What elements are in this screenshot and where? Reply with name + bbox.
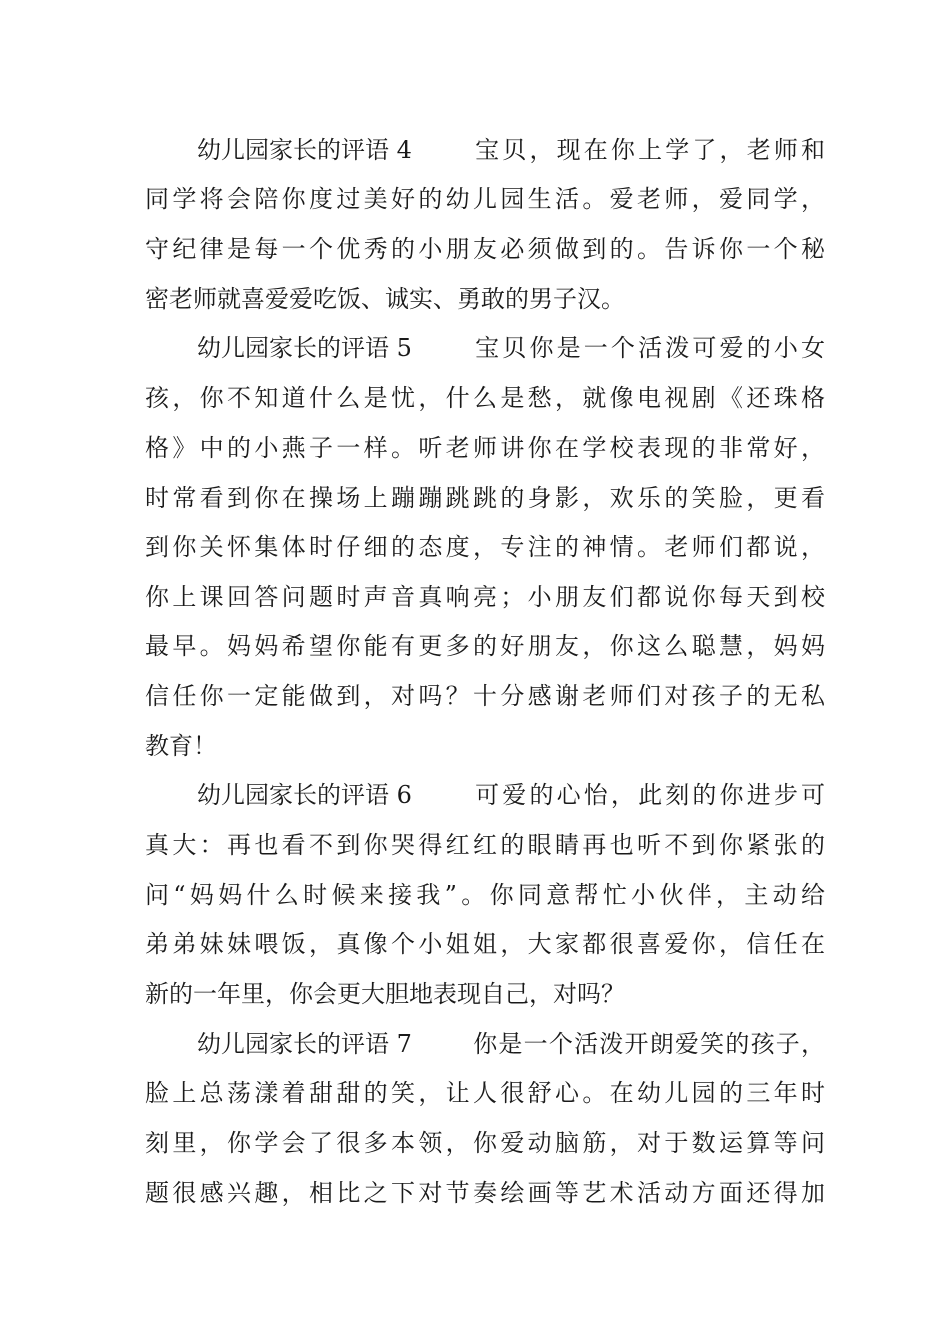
paragraph-line: 脸上总荡漾着甜甜的笑，让人很舒心。在幼儿园的三年时: [145, 1079, 825, 1107]
paragraph-line: 格》中的小燕子一样。听老师讲你在学校表现的非常好，: [145, 434, 825, 462]
paragraph-line: 信任你一定能做到，对吗？十分感谢老师们对孩子的无私: [145, 682, 825, 710]
paragraph-first-line: [197, 1028, 825, 1060]
paragraph-first-line: [197, 779, 825, 811]
paragraph-line: 同学将会陪你度过美好的幼儿园生活。爱老师，爱同学，: [145, 185, 825, 213]
paragraph-text: 宝贝，现在你上学了，老师和: [472, 136, 825, 164]
paragraph-line: 最早。妈妈希望你能有更多的好朋友，你这么聪慧，妈妈: [145, 632, 825, 660]
paragraph-heading: 幼儿园家长的评语 4: [197, 136, 412, 164]
paragraph-heading: 幼儿园家长的评语 5: [197, 334, 412, 362]
paragraph-first-line: [197, 332, 825, 364]
paragraph-line: 密老师就喜爱爱吃饭、诚实、勇敢的男子汉。: [145, 285, 625, 313]
paragraph-line: 弟弟妹妹喂饭，真像个小姐姐，大家都很喜爱你，信任在: [145, 930, 825, 958]
paragraph-line: 孩，你不知道什么是忧，什么是愁，就像电视剧《还珠格: [145, 384, 825, 412]
paragraph-line: 教育！: [145, 732, 217, 760]
paragraph-text: 宝贝你是一个活泼可爱的小女: [472, 334, 825, 362]
paragraph-line: 刻里，你学会了很多本领，你爱动脑筋，对于数运算等问: [145, 1129, 825, 1157]
paragraph-first-line: [197, 134, 825, 166]
paragraph-heading: 幼儿园家长的评语 6: [197, 781, 412, 809]
paragraph-line: 守纪律是每一个优秀的小朋友必须做到的。告诉你一个秘: [145, 235, 825, 263]
paragraph-line: 问“妈妈什么时候来接我”。你同意帮忙小伙伴，主动给: [145, 881, 825, 909]
paragraph-line: 新的一年里，你会更大胆地表现自己，对吗？: [145, 980, 625, 1008]
paragraph-line: 真大：再也看不到你哭得红红的眼睛再也听不到你紧张的: [145, 831, 825, 859]
paragraph-line: 到你关怀集体时仔细的态度，专注的神情。老师们都说，: [145, 533, 825, 561]
paragraph-text: 你是一个活泼开朗爱笑的孩子，: [472, 1030, 825, 1058]
paragraph-line: 你上课回答问题时声音真响亮；小朋友们都说你每天到校: [145, 583, 825, 611]
paragraph-line: 时常看到你在操场上蹦蹦跳跳的身影，欢乐的笑脸，更看: [145, 484, 825, 512]
paragraph-text: 可爱的心怡，此刻的你进步可: [472, 781, 825, 809]
paragraph-line: 题很感兴趣，相比之下对节奏绘画等艺术活动方面还得加: [145, 1179, 825, 1207]
paragraph-heading: 幼儿园家长的评语 7: [197, 1030, 412, 1058]
